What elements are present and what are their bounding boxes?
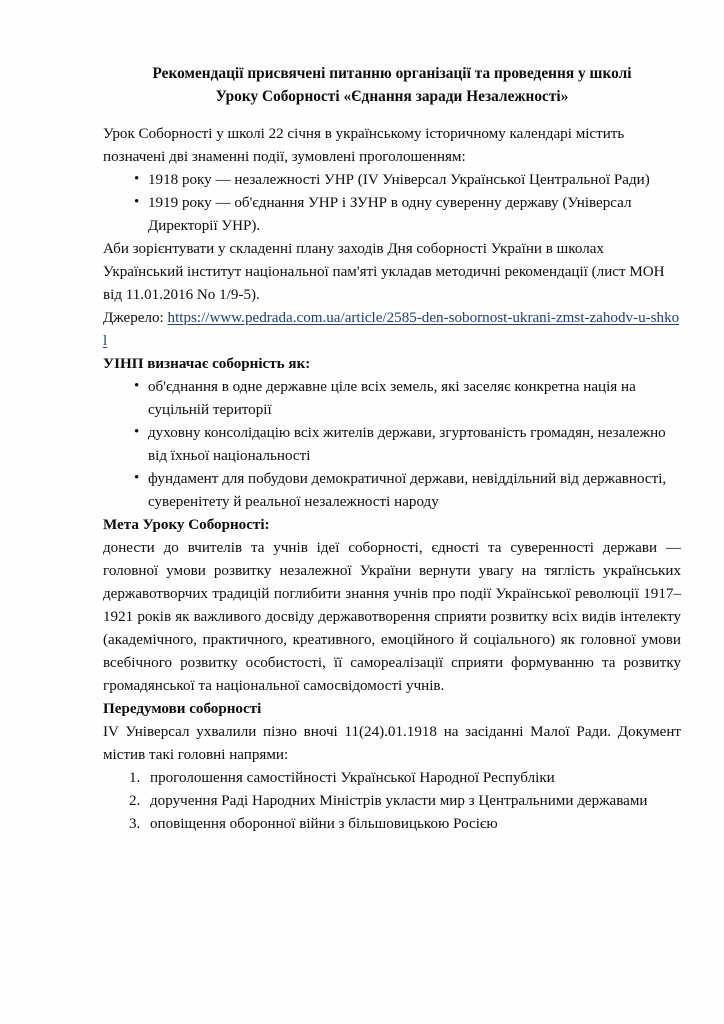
- directions-list: [103, 767, 681, 836]
- page-title: [103, 62, 681, 109]
- goal-heading: Мета Уроку Соборності:: [103, 516, 270, 533]
- intro-paragraph: Урок Соборності у школі 22 січня в українському історичному календарі містить позначені дві знаменні події, зумовлені проголошенням:: [103, 125, 625, 165]
- document-content: [103, 62, 681, 836]
- list-item: • 1919 року — об'єднання УНР і ЗУНР в одну суверенну державу (Універсал Директорії УНР).: [103, 192, 681, 238]
- list-item: • об'єднання в одне державне ціле всіх земель, які заселяє конкретна нація на суцільній території: [103, 376, 681, 422]
- source-label: Джерело:: [103, 309, 164, 326]
- list-item: доручення Раді Народних Міністрів укласти мир з Центральними державами: [150, 792, 648, 809]
- methodical-paragraph: Аби зорієнтувати у складенні плану заходів Дня соборності України в школах Український інститут національної пам'яті укладав методичні рекомендації (лист МОН від 11.01.2016 No 1/9-5).: [103, 240, 665, 303]
- list-item: оповіщення оборонної війни з більшовицькою Росією: [150, 815, 498, 832]
- list-item: • 1918 року — незалежності УНР (IV Універсал Української Центральної Ради): [103, 169, 681, 192]
- list-item: проголошення самостійності Української Народної Республіки: [150, 769, 555, 786]
- preconditions-paragraph: IV Універсал ухвалили пізно вночі 11(24).01.1918 на засіданні Малої Ради. Документ містив такі головні напрями:: [103, 723, 681, 763]
- page-title-line-1: Рекомендації присвячені питанню організації та проведення у школі: [152, 65, 632, 82]
- list-item: • фундамент для побудови демократичної держави, невіддільний від державності, суверенітету й реальної незалежності народу: [103, 468, 681, 514]
- events-list: [103, 169, 681, 238]
- list-item: • духовну консолідацію всіх жителів держави, згуртованість громадян, незалежно від їхньої національності: [103, 422, 681, 468]
- page-title-line-2: Уроку Соборності «Єднання заради Незалежності»: [215, 88, 569, 106]
- uinp-heading: УІНП визначає соборність як:: [103, 355, 311, 372]
- goal-paragraph: донести до вчителів та учнів ідеї соборності, єдності та суверенності держави — головної умови розвитку незалежної України вернути увагу на тяглість українських державотворчих традицій поглибити знання учнів про події Української революції 1917–1921 років як важливого досвіду державотворення сприяти розвитку всіх видів інтелекту (академічного, практичного, креативного, емоційного й соціального) як головної умови всебічного розвитку особистості, її самореалізації сприяти формуванню та розвитку громадянської та національної самосвідомості учнів.: [103, 539, 681, 694]
- source-link[interactable]: https://www.pedrada.com.ua/article/2585-den-sobornost-ukrani-zmst-zahodv-u-shkol: [103, 309, 680, 349]
- uinp-definition-list: [103, 376, 681, 514]
- source-paragraph: [103, 307, 681, 353]
- preconditions-heading: Передумови соборності: [103, 700, 262, 717]
